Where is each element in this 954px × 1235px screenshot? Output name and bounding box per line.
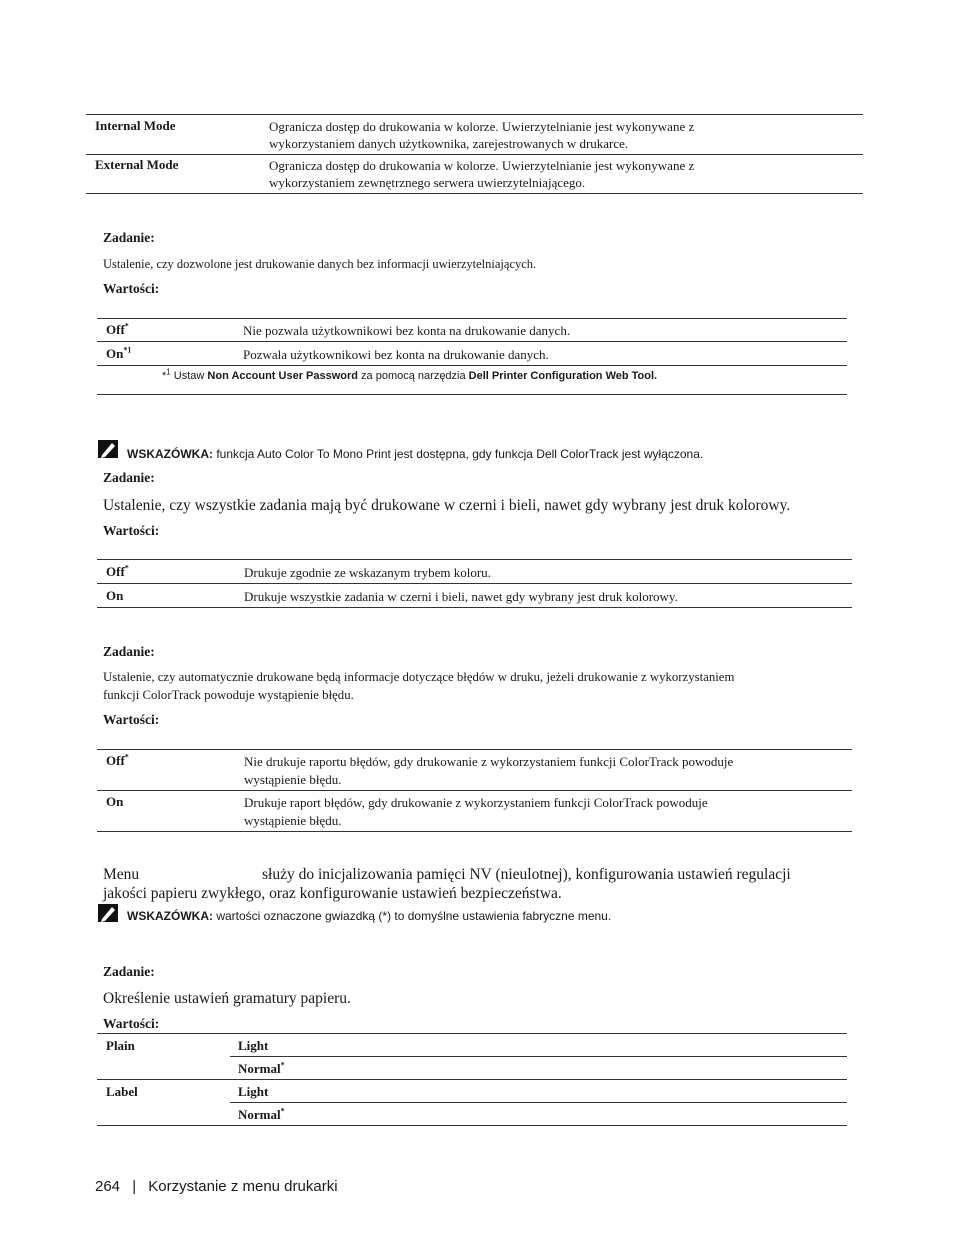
table-row-desc: wykorzystaniem danych użytkownika, zarejestrowanych w drukarce. bbox=[269, 136, 629, 151]
table-row-desc: Ogranicza dostęp do drukowania w kolorze. Uwierzytelnianie jest wykonywane z bbox=[269, 119, 695, 134]
values-label: Wartości: bbox=[103, 281, 160, 296]
value-item: Normal* bbox=[238, 1106, 285, 1122]
value-desc: wystąpienie błędu. bbox=[244, 813, 342, 828]
table-rule bbox=[97, 365, 847, 366]
task-label: Zadanie: bbox=[103, 644, 155, 659]
task-text: Określenie ustawień gramatury papieru. bbox=[103, 990, 351, 1007]
value-desc: Pozwala użytkownikowi bez konta na drukowanie danych. bbox=[243, 347, 549, 362]
table-rule bbox=[97, 1125, 847, 1126]
value-key: On$^{*1}$ bbox=[106, 345, 132, 361]
group-label: Label bbox=[106, 1084, 138, 1099]
values-label: Wartości: bbox=[103, 1016, 160, 1031]
task-text: funkcji ColorTrack powoduje wystąpienie błędu. bbox=[103, 688, 354, 702]
task-text: Ustalenie, czy dozwolone jest drukowanie danych bez informacji uwierzytelniających. bbox=[103, 257, 537, 271]
value-key: Off* bbox=[106, 563, 129, 579]
values-label: Wartości: bbox=[103, 523, 160, 538]
table-rule bbox=[86, 193, 863, 194]
table-rule bbox=[97, 607, 852, 608]
table-rule bbox=[97, 1079, 847, 1080]
table-rule bbox=[97, 790, 852, 791]
table-rule bbox=[97, 318, 847, 319]
value-item: Light bbox=[238, 1038, 269, 1053]
footnote: *$^1$ Ustaw Non Account User Password za pomocą narzędzia Dell Printer Configuration Web Tool. bbox=[162, 367, 658, 382]
table-row-desc: Ogranicza dostęp do drukowania w kolorze. Uwierzytelnianie jest wykonywane z bbox=[269, 158, 695, 173]
table-rule bbox=[230, 1102, 847, 1103]
value-key: On bbox=[106, 588, 124, 603]
task-text: Ustalenie, czy automatycznie drukowane będą informacje dotyczące błędów w druku, jeżeli drukowanie z wykorzystaniem bbox=[103, 670, 735, 684]
intro-text: jakości papieru zwykłego, oraz konfigurowanie ustawień bezpieczeństwa. bbox=[103, 885, 562, 902]
chapter-title: Korzystanie z menu drukarki bbox=[148, 1178, 338, 1195]
value-desc: Drukuje wszystkie zadania w czerni i bieli, nawet gdy wybrany jest druk kolorowy. bbox=[244, 589, 678, 604]
page-number: 264 bbox=[95, 1178, 121, 1195]
value-desc: Drukuje raport błędów, gdy drukowanie z wykorzystaniem funkcji ColorTrack powoduje bbox=[244, 795, 708, 810]
value-item: Normal* bbox=[238, 1060, 285, 1076]
value-key: On bbox=[106, 794, 124, 809]
table-rule bbox=[97, 559, 852, 560]
values-label: Wartości: bbox=[103, 712, 160, 727]
table-row-desc: wykorzystaniem zewnętrznego serwera uwierzytelniającego. bbox=[269, 175, 586, 190]
task-text: Ustalenie, czy wszystkie zadania mają być drukowane w czerni i bieli, nawet gdy wybrany jest druk kolorowy. bbox=[103, 497, 791, 514]
table-row-key: Internal Mode bbox=[95, 118, 176, 133]
task-label: Zadanie: bbox=[103, 964, 155, 979]
table-rule bbox=[97, 1033, 847, 1034]
note-pencil-icon bbox=[98, 440, 120, 465]
note-text: WSKAZÓWKA: wartości oznaczone gwiazdką (*) to domyślne ustawienia fabryczne menu. bbox=[127, 909, 612, 923]
value-key: Off* bbox=[106, 321, 129, 337]
table-rule bbox=[97, 749, 852, 750]
task-label: Zadanie: bbox=[103, 230, 155, 245]
footer-separator: | bbox=[132, 1178, 137, 1195]
note-text: WSKAZÓWKA: funkcja Auto Color To Mono Print jest dostępna, gdy funkcja Dell ColorTrack jest wyłączona. bbox=[127, 447, 704, 461]
note-pencil-icon bbox=[98, 904, 120, 929]
table-rule bbox=[97, 831, 852, 832]
value-desc: Nie drukuje raportu błędów, gdy drukowanie z wykorzystaniem funkcji ColorTrack powoduje bbox=[244, 754, 734, 769]
group-label: Plain bbox=[106, 1038, 135, 1053]
table-rule bbox=[86, 154, 863, 155]
table-rule bbox=[97, 341, 847, 342]
intro-word: Menu bbox=[103, 866, 140, 883]
value-desc: wystąpienie błędu. bbox=[244, 772, 342, 787]
value-item: Light bbox=[238, 1084, 269, 1099]
table-rule bbox=[97, 394, 847, 395]
value-desc: Drukuje zgodnie ze wskazanym trybem koloru. bbox=[244, 565, 491, 580]
table-rule bbox=[86, 114, 863, 115]
value-desc: Nie pozwala użytkownikowi bez konta na drukowanie danych. bbox=[243, 323, 571, 338]
table-row-key: External Mode bbox=[95, 157, 179, 172]
intro-text: służy do inicjalizowania pamięci NV (nieulotnej), konfigurowania ustawień regulacji bbox=[262, 866, 791, 883]
value-key: Off* bbox=[106, 752, 129, 768]
table-rule bbox=[97, 583, 852, 584]
task-label: Zadanie: bbox=[103, 470, 155, 485]
table-rule bbox=[230, 1056, 847, 1057]
page-footer bbox=[95, 1178, 338, 1195]
